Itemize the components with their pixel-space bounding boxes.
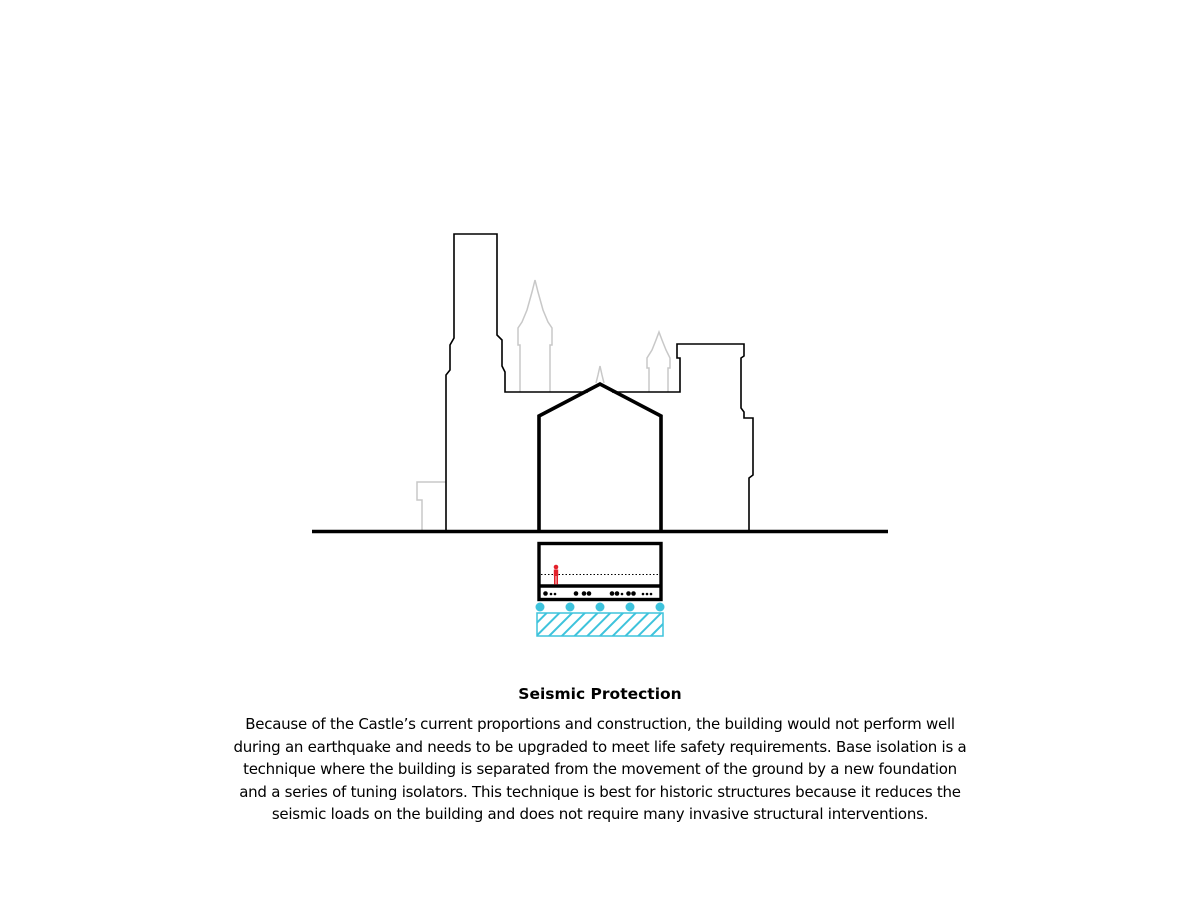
isolator-bearing-icon (536, 603, 545, 612)
inner-building (539, 384, 661, 531)
person-figure-icon (554, 565, 559, 585)
ghost-right-spire (647, 332, 670, 392)
new-foundation-hatch (537, 613, 663, 636)
isolator-bearing-icon (656, 603, 665, 612)
isolator-bearing-icon (566, 603, 575, 612)
isolator-bearing-icon (596, 603, 605, 612)
isolators (536, 603, 665, 612)
isolator-bearing-icon (626, 603, 635, 612)
caption-title: Seismic Protection (518, 685, 682, 703)
caption-body: Because of the Castle’s current proportions and construction, the building would not perform well during an earthquake and needs to be upgraded to meet life safety requirements. Base isolation is a technique where the building is separated from the movement of the ground by a new foundation and a series of tuning isolators. This technique is best for historic structures because it reduces the seismic loads on the building and does not require many invasive structural interventions. (233, 715, 967, 823)
ghost-towers (417, 280, 670, 530)
castle-left-tower (446, 234, 588, 530)
basement (539, 544, 661, 600)
ghost-left-annex (417, 482, 446, 530)
castle-outline (446, 234, 753, 530)
ghost-left-spire (518, 280, 552, 392)
basement-dots (543, 591, 652, 596)
castle-right-tower (612, 344, 753, 530)
ghost-center-spire (596, 366, 604, 383)
caption (200, 683, 1000, 826)
